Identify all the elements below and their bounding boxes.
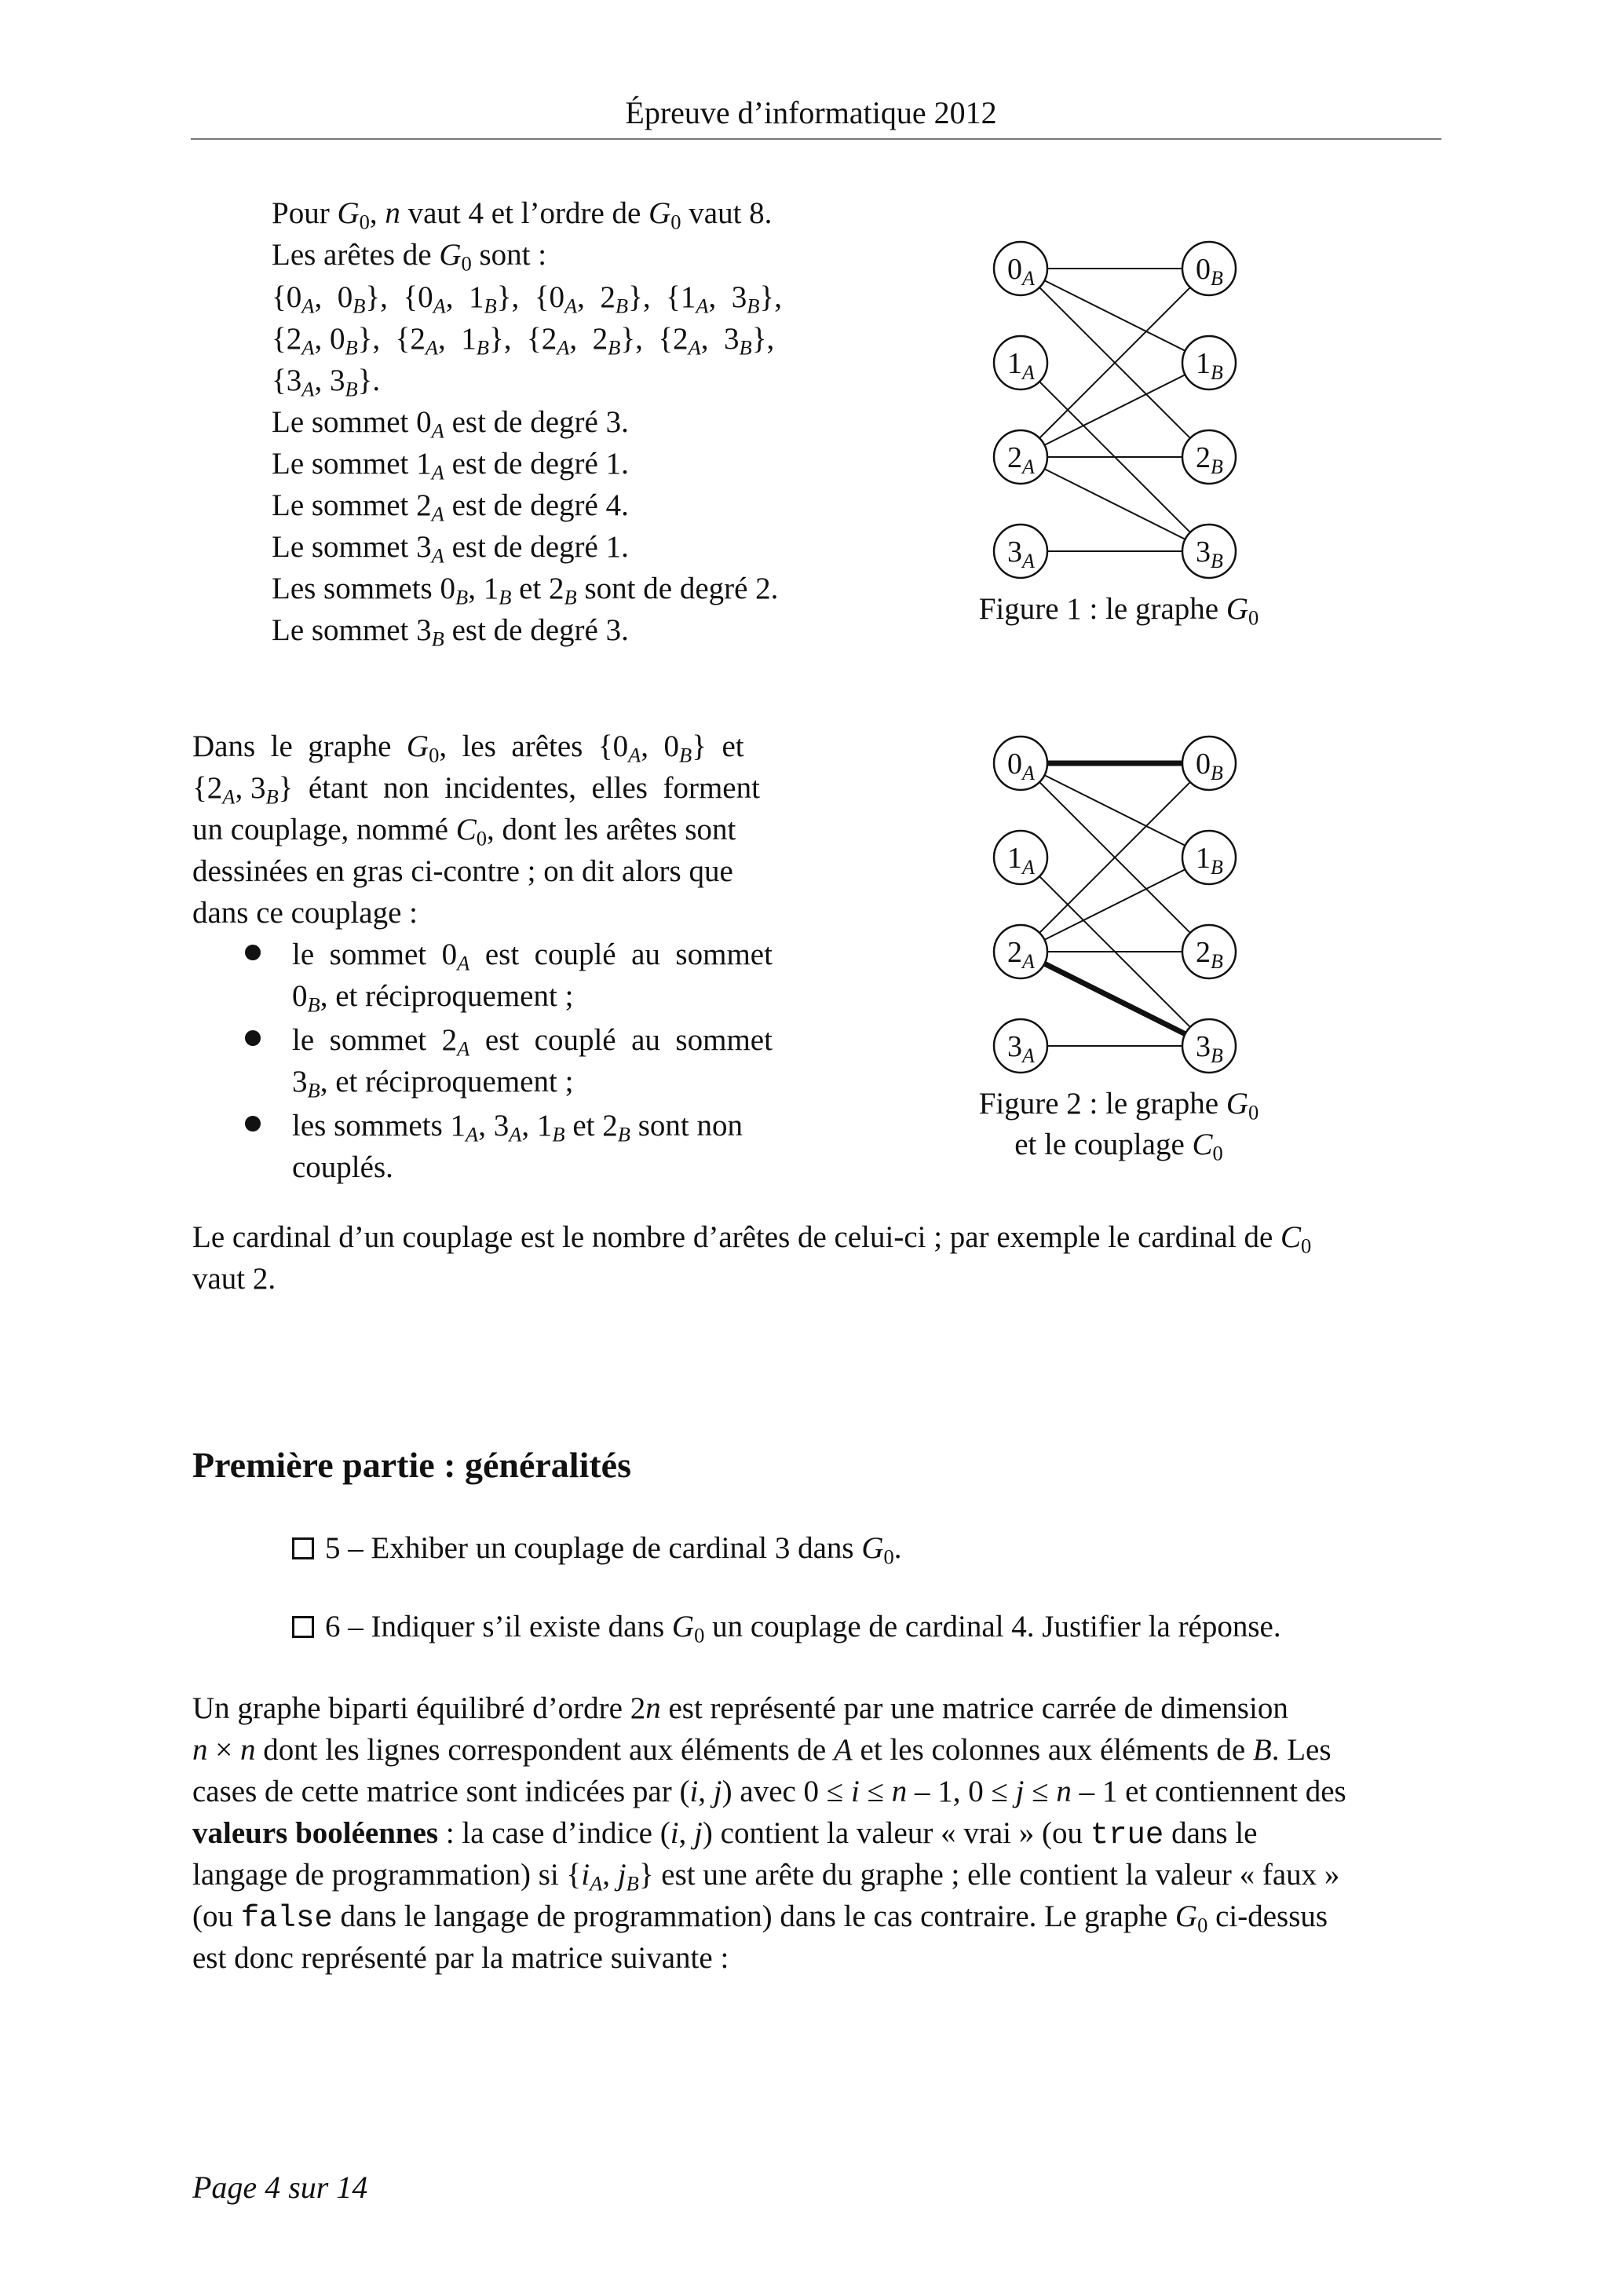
paragraph-line: n × n dont les lignes correspondent aux éléments de A et les colonnes aux éléments de B. Les xyxy=(192,1733,1332,1767)
svg-text:3B: $3_B$ xyxy=(1196,1030,1223,1067)
figure2-graph xyxy=(942,722,1295,1084)
text-line: Pour $G_0$, n vaut 4 et l’ordre de $G_0$ vaut 8. xyxy=(272,196,773,234)
paragraph-line: Dans le graphe $G_0$, les arêtes {$0_A$, $0_B$} et xyxy=(192,729,744,767)
edge-list-line: {$3_A$, $3_B$}. xyxy=(272,364,381,401)
svg-text:2A: $2_A$ xyxy=(1007,441,1035,478)
edge-list-line: {$2_A$, $0_B$}, {$2_A$, $1_B$}, {$2_A$, $2_B$}, {$2_A$, $3_B$}, xyxy=(272,322,775,360)
degree-line: Le sommet $2_A$ est de degré 4. xyxy=(272,488,629,526)
question-6: 6 – Indiquer s’il existe dans $G_0$ un couplage de cardinal 4. Justifier la réponse. xyxy=(292,1607,1281,1647)
vertex-0A xyxy=(994,242,1047,295)
bullet-line: le sommet $0_A$ est couplé au sommet xyxy=(292,938,773,975)
text-line: Les arêtes de $G_0$ sont : xyxy=(272,238,547,276)
bullet-icon xyxy=(245,1030,261,1046)
svg-text:2B: $2_B$ xyxy=(1196,936,1223,973)
bullet-line: les sommets $1_A$, $3_A$, $1_B$ et $2_B$ sont non xyxy=(292,1109,743,1146)
paragraph-line: cases de cette matrice sont indicées par (i, j) avec 0 ≤ i ≤ n – 1, 0 ≤ j ≤ n – 1 et contiennent des xyxy=(192,1775,1346,1808)
paragraph-line: un couplage, nommé $C_0$, dont les arêtes sont xyxy=(192,813,736,850)
vertex-1B xyxy=(1182,336,1236,389)
figure2-caption-line1: Figure 2 : le graphe $G_0$ xyxy=(978,1087,1259,1124)
paragraph-line: dessinées en gras ci-contre ; on dit alors que xyxy=(192,854,733,888)
vertex-2B xyxy=(1182,430,1236,484)
figure1-caption: Figure 1 : le graphe $G_0$ xyxy=(978,592,1259,630)
bullet-line: le sommet $2_A$ est couplé au sommet xyxy=(292,1023,773,1061)
vertex-2B xyxy=(1182,925,1236,978)
bullet-line: $0_B$, et réciproquement ; xyxy=(292,979,574,1017)
vertex-3B xyxy=(1182,525,1236,578)
svg-text:3B: $3_B$ xyxy=(1196,536,1223,572)
header-rule xyxy=(191,138,1441,140)
page-footer: Page 4 sur 14 xyxy=(192,2170,368,2205)
svg-text:3A: $3_A$ xyxy=(1007,1030,1035,1067)
figure1-edges xyxy=(1021,269,1209,551)
graph-edge xyxy=(1021,857,1209,952)
vertex-0A xyxy=(994,737,1047,790)
svg-text:2B: $2_B$ xyxy=(1196,441,1223,478)
checkbox-icon xyxy=(292,1537,314,1559)
figure2-edges xyxy=(1021,763,1209,1046)
svg-text:0B: $0_B$ xyxy=(1196,748,1223,784)
bullet-line: couplés. xyxy=(292,1150,393,1184)
vertex-0B xyxy=(1182,242,1236,295)
bullet-line: $3_B$, et réciproquement ; xyxy=(292,1065,574,1102)
svg-text:1B: $1_B$ xyxy=(1196,842,1223,879)
graph-edge xyxy=(1021,457,1209,551)
section-title: Première partie : généralités xyxy=(192,1445,631,1485)
question-5: 5 – Exhiber un couplage de cardinal 3 dans $G_0$. xyxy=(292,1528,902,1569)
bullet-icon xyxy=(245,1116,261,1132)
graph-edge xyxy=(1021,269,1209,363)
degree-line: Les sommets $0_B$, $1_B$ et $2_B$ sont de degré 2. xyxy=(272,572,779,609)
svg-text:2A: $2_A$ xyxy=(1007,936,1035,973)
vertex-1A xyxy=(994,831,1047,884)
figure1-graph xyxy=(942,228,1295,589)
edge-list-line: {$0_A$, $0_B$}, {$0_A$, $1_B$}, {$0_A$, $2_B$}, {$1_A$, $3_B$}, xyxy=(272,280,782,318)
paragraph-line: {$2_A$, $3_B$} étant non incidentes, elles forment xyxy=(192,771,760,809)
figure2-caption xyxy=(911,1084,1327,1165)
graph-edge xyxy=(1021,763,1209,857)
bullet-icon xyxy=(245,945,261,960)
matching-edge xyxy=(1021,952,1209,1046)
degree-line: Le sommet $1_A$ est de degré 1. xyxy=(272,447,629,484)
svg-text:0B: $0_B$ xyxy=(1196,253,1223,290)
vertex-3A xyxy=(994,1019,1047,1073)
degree-line: Le sommet $0_A$ est de degré 3. xyxy=(272,405,629,443)
paragraph-line: valeurs booléennes : la case d’indice (i, j) contient la valeur « vrai » (ou true dans le xyxy=(192,1816,1258,1852)
paragraph-line: est donc représenté par la matrice suivante : xyxy=(192,1941,729,1975)
degree-line: Le sommet $3_A$ est de degré 1. xyxy=(272,530,629,568)
vertex-3A xyxy=(994,525,1047,578)
graph-edge xyxy=(1021,363,1209,457)
svg-text:1A: $1_A$ xyxy=(1007,842,1035,879)
degree-line: Le sommet $3_B$ est de degré 3. xyxy=(272,613,629,651)
vertex-1B xyxy=(1182,831,1236,884)
vertex-3B xyxy=(1182,1019,1236,1073)
vertex-1A xyxy=(994,336,1047,389)
checkbox-icon xyxy=(292,1616,314,1638)
svg-text:0A: $0_A$ xyxy=(1007,748,1035,784)
paragraph-line: (ou false dans le langage de programmation) dans le cas contraire. Le graphe $G_0$ ci-dessus xyxy=(192,1899,1328,1937)
vertex-2A xyxy=(994,925,1047,978)
cardinal-line: vaut 2. xyxy=(192,1262,276,1296)
paragraph-line: Un graphe biparti équilibré d’ordre 2n est représenté par une matrice carrée de dimension xyxy=(192,1691,1288,1725)
svg-text:0A: $0_A$ xyxy=(1007,253,1035,290)
vertex-2A xyxy=(994,430,1047,484)
figure2-caption-line2: et le couplage $C_0$ xyxy=(1014,1128,1223,1165)
page-header: Épreuve d’informatique 2012 xyxy=(625,95,997,130)
svg-text:3A: $3_A$ xyxy=(1007,536,1035,572)
paragraph-line: langage de programmation) si {$i_A$, $j_B$} est une arête du graphe ; elle contient la valeur « faux » xyxy=(192,1858,1340,1896)
paragraph-line: dans ce couplage : xyxy=(192,896,418,930)
svg-text:1B: $1_B$ xyxy=(1196,347,1223,384)
svg-text:1A: $1_A$ xyxy=(1007,347,1035,384)
vertex-0B xyxy=(1182,737,1236,790)
cardinal-line: Le cardinal d’un couplage est le nombre d’arêtes de celui-ci ; par exemple le cardinal de $C_0$ xyxy=(192,1220,1312,1258)
